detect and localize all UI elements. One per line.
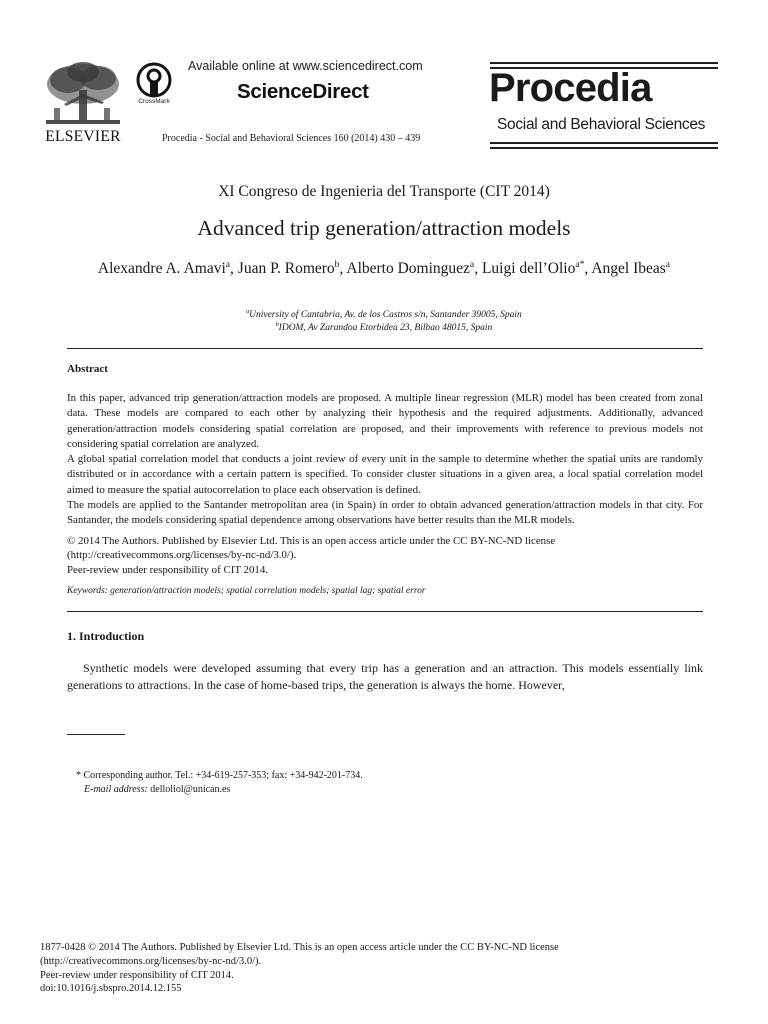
peer-review-line: Peer-review under responsibility of CIT 2014. bbox=[67, 563, 269, 576]
section-heading: 1. Introduction bbox=[67, 629, 145, 643]
divider bbox=[67, 611, 703, 612]
divider bbox=[67, 348, 703, 349]
copyright-notice bbox=[67, 534, 703, 577]
abstract-paragraph: A global spatial correlation model that conducts a joint review of every unit in the sample to determine whether the spatial units are randomly distributed or in accordance with a certain pattern is specified. To consider cluster situations in a given area, a local spatial correlation model aimed to measure the spatial autocorrelation to place each observation is defined. bbox=[67, 453, 703, 496]
procedia-rule-top bbox=[490, 62, 718, 64]
congress-name: XI Congreso de Ingenieria del Transporte (CIT 2014) bbox=[218, 183, 550, 200]
bottom-notice bbox=[40, 941, 559, 996]
author: Juan P. Romero$^b$, bbox=[237, 258, 347, 277]
footnote-rule bbox=[67, 734, 125, 735]
license-link[interactable]: (http://creativecommons.org/licenses/by-nc-nd/3.0/). bbox=[40, 955, 262, 967]
author: Luigi dell’Olio$^{a*}$, bbox=[481, 258, 592, 277]
license-link[interactable]: (http://creativecommons.org/licenses/by-nc-nd/3.0/). bbox=[67, 549, 297, 562]
copyright-line: © 2014 The Authors. Published by Elsevier Ltd. This is an open access article under the CC BY-NC-ND license bbox=[67, 535, 556, 547]
intro-body bbox=[67, 660, 703, 694]
sciencedirect-wordmark: ScienceDirect bbox=[237, 80, 369, 103]
corresponding-author: * Corresponding author. Tel.: +34-619-257-353; fax: +34-942-201-734. bbox=[76, 770, 363, 781]
keywords: Keywords: generation/attraction models; spatial correlation models; spatial lag; spatial error bbox=[67, 586, 426, 596]
intro-paragraph: Synthetic models were developed assuming that every trip has a generation and an attraction. This models essentially link generations to attractions. In the case of home-based trips, the generation is always the home. However, bbox=[67, 661, 703, 692]
procedia-title: Procedia bbox=[489, 66, 652, 110]
email-address[interactable]: delloliol@unican.es bbox=[150, 783, 231, 795]
doi[interactable]: doi:10.1016/j.sbspro.2014.12.155 bbox=[40, 983, 182, 995]
procedia-rule-bottom-2 bbox=[490, 147, 718, 149]
abstract-paragraph: The models are applied to the Santander metropolitan area (in Spain) in order to obtain advanced generation/attraction models in that city. For Santander, the models considering spatial dependence among observations have better results than the MLR models. bbox=[67, 499, 703, 527]
abstract-heading: Abstract bbox=[67, 363, 108, 375]
author: Alexandre A. Amavi$^a$, bbox=[97, 258, 238, 277]
abstract-paragraph: In this paper, advanced trip generation/attraction models are proposed. A multiple linear regression (MLR) model has been created from zonal data. These models are compared to each other by analyzing their hypothesis and the required adjustments. Additionally, advanced generation/attraction models considering spatial correlation are proposed, and their improvements with reference to previous models not considering spatial correlation are analyzed. bbox=[67, 392, 703, 450]
author-list bbox=[70, 259, 698, 279]
procedia-subtitle: Social and Behavioral Sciences bbox=[497, 116, 706, 133]
available-online-text: Available online at www.sciencedirect.com bbox=[188, 59, 423, 73]
footnote bbox=[76, 769, 363, 796]
email-line bbox=[76, 783, 363, 797]
affiliation: $^a$University of Cantabria, Av. de los Castros s/n, Santander 39005, Spain bbox=[246, 308, 522, 320]
peer-review-line: Peer-review under responsibility of CIT 2014. bbox=[40, 969, 234, 981]
affiliation: $^b$IDOM, Av Zarandoa Etorbidea 23, Bilbao 48015, Spain bbox=[275, 321, 493, 333]
issn-line: 1877-0428 © 2014 The Authors. Published by Elsevier Ltd. This is an open access article under the CC BY-NC-ND license bbox=[40, 942, 559, 953]
author: Alberto Dominguez$^a$, bbox=[346, 258, 482, 277]
publisher-wordmark: ELSEVIER bbox=[45, 128, 121, 145]
paper-title: Advanced trip generation/attraction models bbox=[197, 216, 571, 240]
affiliations bbox=[0, 309, 768, 335]
email-label: E-mail address: bbox=[84, 783, 148, 795]
crossmark-label: CrossMark bbox=[138, 98, 170, 105]
procedia-rule-bottom bbox=[490, 142, 718, 144]
abstract-body bbox=[67, 391, 703, 529]
journal-reference: Procedia - Social and Behavioral Sciences 160 (2014) 430 – 439 bbox=[162, 133, 421, 144]
author: Angel Ibeas$^a$ bbox=[591, 258, 671, 277]
